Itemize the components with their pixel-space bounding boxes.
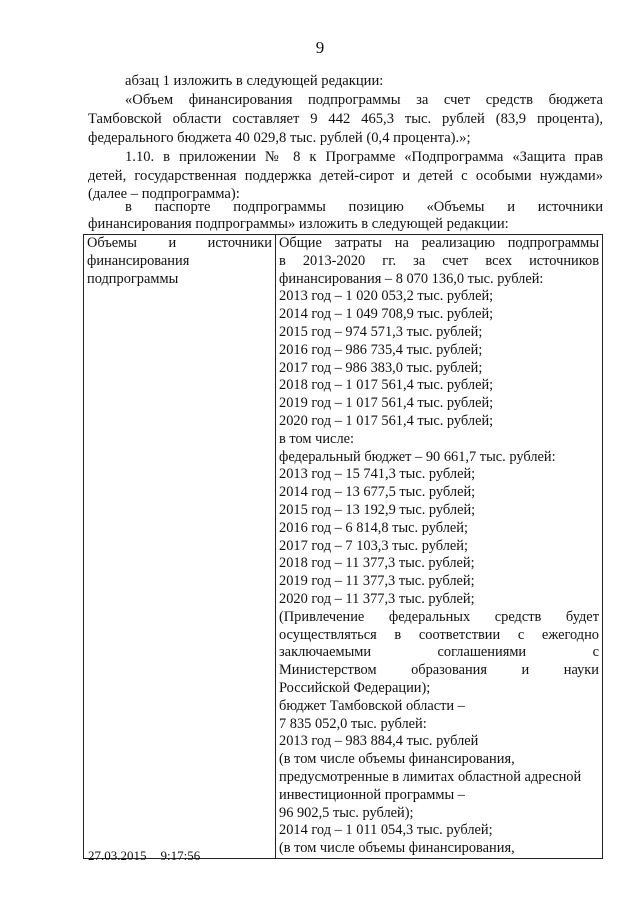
value-line: осуществляться в соответствии с ежегодно bbox=[279, 626, 599, 643]
year-line: 2015 год – 974 571,3 тыс. рублей; bbox=[279, 323, 483, 340]
value-line: в том числе: bbox=[279, 430, 355, 447]
year-line: 2016 год – 986 735,4 тыс. рублей; bbox=[279, 341, 483, 358]
intro-line: абзац 1 изложить в следующей редакции: bbox=[125, 73, 384, 89]
page-number: 9 bbox=[315, 38, 325, 57]
year-line: 2013 год – 1 020 053,2 тыс. рублей; bbox=[279, 288, 494, 305]
label-line: Объемы и источники bbox=[87, 235, 272, 251]
year-line: 2013 год – 15 741,3 тыс. рублей; bbox=[279, 466, 476, 483]
year-line: 2020 год – 11 377,3 тыс. рублей; bbox=[279, 590, 475, 607]
intro-line: в паспорте подпрограммы позицию «Объемы и источники bbox=[125, 199, 603, 215]
print-date: 27.03.2015 bbox=[88, 848, 147, 863]
year-line: 2019 год – 11 377,3 тыс. рублей; bbox=[279, 573, 475, 590]
value-line: Общие затраты на реализацию подпрограммы bbox=[279, 235, 599, 251]
value-line: в 2013-2020 гг. за счет всех источников bbox=[279, 252, 599, 269]
funding-value-cell bbox=[276, 235, 603, 859]
intro-line: детей, государственная поддержка детей-сирот и детей с особыми нуждами» bbox=[88, 168, 603, 184]
value-line: (в том числе объемы финансирования, bbox=[279, 840, 515, 857]
value-line: предусмотренные в лимитах областной адресной bbox=[279, 768, 582, 785]
intro-line: Тамбовской области составляет 9 442 465,3 тыс. рублей (83,9 процента), bbox=[88, 111, 603, 127]
value-line: заключаемыми соглашениями с bbox=[279, 644, 599, 661]
intro-line: федерального бюджета 40 029,8 тыс. рублей (0,4 процента).»; bbox=[88, 130, 471, 146]
value-line: федеральный бюджет – 90 661,7 тыс. рублей: bbox=[279, 448, 556, 465]
value-line: 96 902,5 тыс. рублей); bbox=[279, 804, 414, 821]
year-line: 2017 год – 986 383,0 тыс. рублей; bbox=[279, 359, 483, 376]
intro-line: «Объем финансирования подпрограммы за счет средств бюджета bbox=[125, 92, 603, 108]
value-line: (в том числе объемы финансирования, bbox=[279, 751, 515, 768]
value-line: Министерством образования и науки bbox=[279, 662, 599, 679]
year-line: 2019 год – 1 017 561,4 тыс. рублей; bbox=[279, 395, 494, 412]
year-line: 2017 год – 7 103,3 тыс. рублей; bbox=[279, 537, 468, 554]
value-line: Российской Федерации); bbox=[279, 679, 431, 696]
year-line: 2014 год – 13 677,5 тыс. рублей; bbox=[279, 484, 476, 501]
funding-table bbox=[83, 234, 603, 859]
value-line: (Привлечение федеральных средств будет bbox=[279, 608, 599, 625]
year-line: 2013 год – 983 884,4 тыс. рублей bbox=[279, 733, 479, 750]
funding-label-cell bbox=[84, 235, 276, 859]
intro-line: (далее – подпрограмма): bbox=[88, 186, 240, 202]
year-line: 2016 год – 6 814,8 тыс. рублей; bbox=[279, 519, 468, 536]
year-line: 2014 год – 1 049 708,9 тыс. рублей; bbox=[279, 306, 494, 323]
year-line: 2018 год – 11 377,3 тыс. рублей; bbox=[279, 555, 475, 572]
year-line: 2014 год – 1 011 054,3 тыс. рублей; bbox=[279, 822, 493, 839]
year-line: 2015 год – 13 192,9 тыс. рублей; bbox=[279, 501, 476, 518]
intro-line: финансирования подпрограммы» изложить в следующей редакции: bbox=[88, 216, 509, 232]
intro-line: 1.10. в приложении № 8 к Программе «Подпрограмма «Защита прав bbox=[125, 149, 603, 165]
label-line: подпрограммы bbox=[87, 270, 179, 287]
value-line: инвестиционной программы – bbox=[279, 786, 465, 803]
print-timestamp bbox=[88, 848, 200, 864]
label-line: финансирования bbox=[87, 252, 190, 269]
print-time: 9:17:56 bbox=[160, 848, 201, 863]
value-line: финансирования – 8 070 136,0 тыс. рублей: bbox=[279, 270, 544, 287]
year-line: 2018 год – 1 017 561,4 тыс. рублей; bbox=[279, 377, 494, 394]
value-line: 7 835 052,0 тыс. рублей: bbox=[279, 715, 427, 732]
value-line: бюджет Тамбовской области – bbox=[279, 697, 465, 714]
year-line: 2020 год – 1 017 561,4 тыс. рублей; bbox=[279, 412, 494, 429]
